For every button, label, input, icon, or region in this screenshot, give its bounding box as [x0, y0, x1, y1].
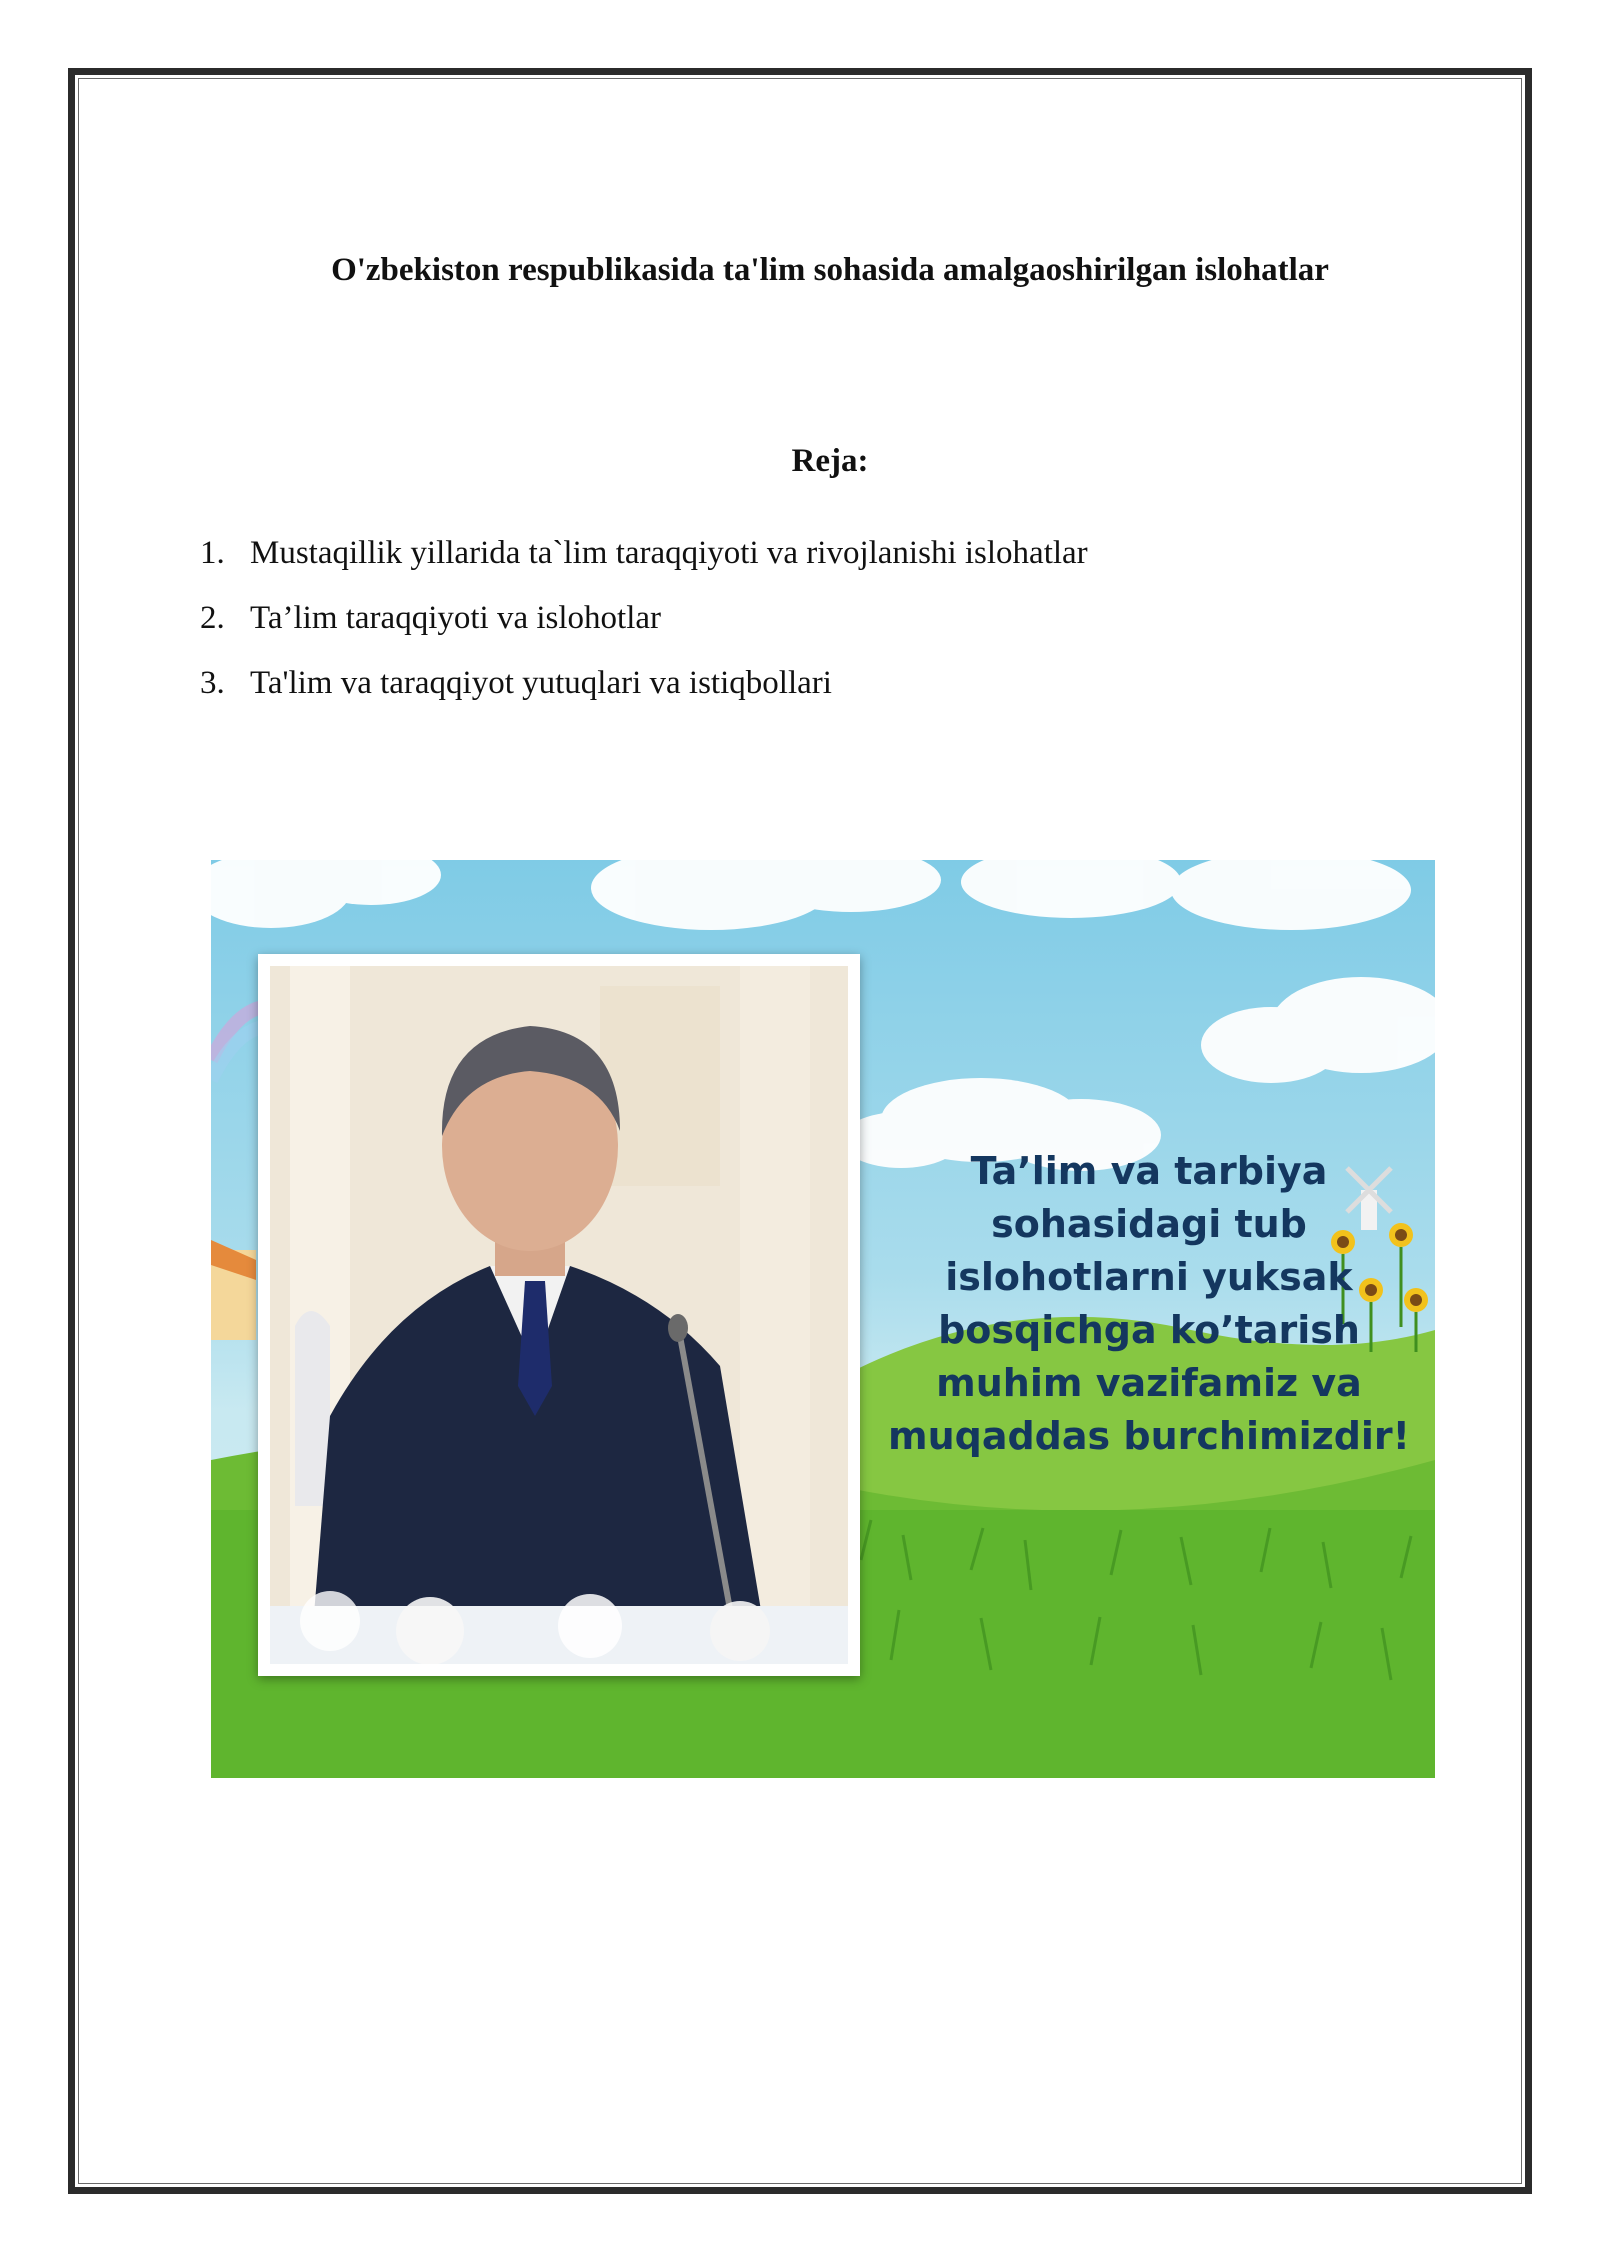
plan-item-text: Mustaqillik yillarida ta`lim taraqqiyoti va rivojlanishi islohatlar	[250, 535, 1088, 571]
plan-item-number: 3.	[200, 665, 225, 701]
banner-slogan-line: bosqichga ko’tarish	[938, 1308, 1360, 1352]
banner-slogan-line: muqaddas burchimizdir!	[887, 1414, 1411, 1458]
banner-slogan-line: islohotlarni yuksak	[945, 1255, 1353, 1299]
education-banner-image	[211, 860, 1435, 1778]
plan-list	[200, 535, 1088, 730]
plan-item-text: Ta'lim va taraqqiyot yutuqlari va istiqbollari	[250, 665, 832, 701]
plan-item	[200, 665, 1088, 730]
portrait-photo	[270, 966, 848, 1664]
photo-frame	[258, 954, 860, 1676]
banner-slogan-line: Ta’lim va tarbiya	[970, 1149, 1328, 1193]
plan-item	[200, 600, 1088, 665]
banner-slogan-line: sohasidagi tub	[991, 1202, 1307, 1246]
banner-slogan-line: muhim vazifamiz va	[936, 1361, 1362, 1405]
document-title: O'zbekiston respublikasida ta'lim sohasida amalgaoshirilgan islohatlar	[331, 252, 1329, 288]
banner-slogan	[879, 1145, 1419, 1463]
plan-item-number: 2.	[200, 600, 225, 636]
plan-heading: Reja:	[791, 443, 869, 479]
plan-item-text: Ta’lim taraqqiyoti va islohotlar	[250, 600, 662, 636]
plan-item	[200, 535, 1088, 600]
plan-item-number: 1.	[200, 535, 225, 571]
portrait-illustration	[270, 966, 848, 1664]
